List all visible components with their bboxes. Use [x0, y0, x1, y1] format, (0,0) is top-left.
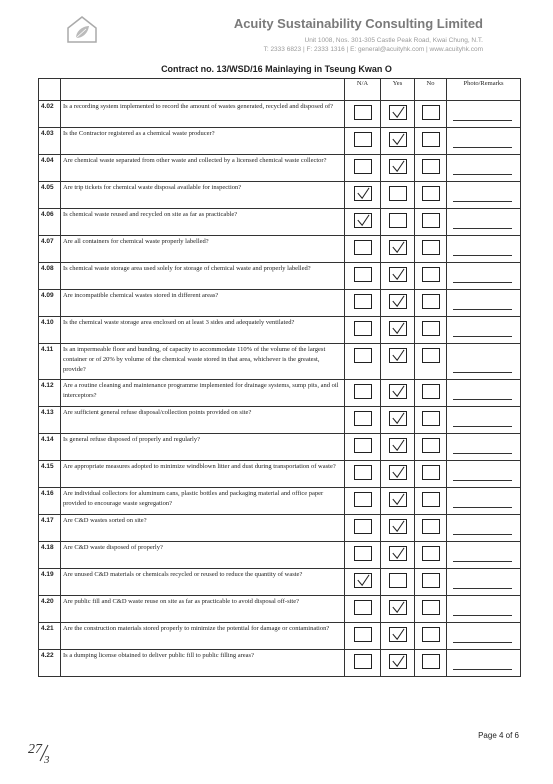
row-question: Is an impermeable floor and bunding, of capacity to accommodate 110% of the volume of the largest container or of 20% by volume of the chemical waste stored in that area, whichever is the greatest, provide?	[61, 344, 345, 380]
remarks-line[interactable]	[453, 588, 512, 589]
checkbox-na[interactable]	[354, 267, 372, 282]
checkbox-na[interactable]	[354, 519, 372, 534]
cell-na	[345, 209, 381, 236]
company-address	[264, 36, 483, 54]
cell-na	[345, 236, 381, 263]
cell-remarks	[447, 263, 521, 290]
cell-na	[345, 155, 381, 182]
remarks-line[interactable]	[453, 174, 512, 175]
remarks-line[interactable]	[453, 399, 512, 400]
checkbox-no[interactable]	[422, 321, 440, 336]
checkbox-na[interactable]	[354, 654, 372, 669]
cell-yes	[381, 650, 415, 677]
remarks-line[interactable]	[453, 480, 512, 481]
row-question: Are unused C&D materials or chemicals recycled or reused to reduce the quantity of waste?	[61, 569, 345, 596]
table-row	[39, 101, 521, 128]
cell-remarks	[447, 317, 521, 344]
row-number: 4.20	[39, 596, 61, 623]
check-mark-icon	[355, 187, 371, 200]
cell-yes	[381, 317, 415, 344]
cell-remarks	[447, 236, 521, 263]
checkbox-no[interactable]	[422, 294, 440, 309]
cell-na	[345, 623, 381, 650]
check-mark-icon	[390, 628, 406, 641]
cell-yes	[381, 101, 415, 128]
cell-remarks	[447, 344, 521, 380]
row-question: Are incompatible chemical wastes stored in different areas?	[61, 290, 345, 317]
checkbox-yes[interactable]	[389, 267, 407, 282]
row-number: 4.13	[39, 407, 61, 434]
cell-no	[415, 596, 447, 623]
cell-remarks	[447, 650, 521, 677]
cell-remarks	[447, 155, 521, 182]
checkbox-yes[interactable]	[389, 384, 407, 399]
cell-no	[415, 650, 447, 677]
checkbox-yes[interactable]	[389, 411, 407, 426]
row-question: Are sufficient general refuse disposal/collection points provided on site?	[61, 407, 345, 434]
checkbox-na[interactable]	[354, 132, 372, 147]
cell-no	[415, 623, 447, 650]
cell-remarks	[447, 515, 521, 542]
cell-na	[345, 128, 381, 155]
cell-remarks	[447, 407, 521, 434]
header-no: No	[415, 79, 447, 101]
cell-na	[345, 434, 381, 461]
cell-no	[415, 407, 447, 434]
row-number: 4.05	[39, 182, 61, 209]
check-mark-icon	[390, 601, 406, 614]
cell-no	[415, 317, 447, 344]
header-remarks: Photo/Remarks	[447, 79, 521, 101]
cell-remarks	[447, 380, 521, 407]
header-na: N/A	[345, 79, 381, 101]
check-mark-icon	[355, 574, 371, 587]
row-question: Is chemical waste storage area used solely for storage of chemical waste and properly labelled?	[61, 263, 345, 290]
row-question: Are public fill and C&D waste reuse on site as far as practicable to avoid disposal off-site?	[61, 596, 345, 623]
row-number: 4.10	[39, 317, 61, 344]
checkbox-yes[interactable]	[389, 294, 407, 309]
cell-yes	[381, 596, 415, 623]
table-row	[39, 488, 521, 515]
cell-remarks	[447, 596, 521, 623]
row-number: 4.11	[39, 344, 61, 380]
check-mark-icon	[390, 466, 406, 479]
checkbox-yes[interactable]	[389, 654, 407, 669]
row-number: 4.22	[39, 650, 61, 677]
cell-na	[345, 101, 381, 128]
row-number: 4.02	[39, 101, 61, 128]
check-mark-icon	[390, 268, 406, 281]
cell-no	[415, 488, 447, 515]
remarks-line[interactable]	[453, 309, 512, 310]
table-row	[39, 434, 521, 461]
cell-yes	[381, 488, 415, 515]
cell-yes	[381, 290, 415, 317]
cell-yes	[381, 155, 415, 182]
contact-line: T: 2333 6823 | F: 2333 1316 | E: general@acuityhk.com | www.acuityhk.com	[263, 46, 483, 53]
row-question: Are a routine cleaning and maintenance programme implemented for drainage systems, sump pits, and oil interceptors?	[61, 380, 345, 407]
remarks-line[interactable]	[453, 507, 512, 508]
cell-remarks	[447, 209, 521, 236]
company-name: Acuity Sustainability Consulting Limited	[233, 16, 483, 31]
cell-no	[415, 542, 447, 569]
checkbox-no[interactable]	[422, 240, 440, 255]
header-num	[39, 79, 61, 101]
checkbox-no[interactable]	[422, 465, 440, 480]
row-question: Is general refuse disposed of properly and regularly?	[61, 434, 345, 461]
cell-remarks	[447, 290, 521, 317]
row-number: 4.19	[39, 569, 61, 596]
checkbox-no[interactable]	[422, 627, 440, 642]
checkbox-na[interactable]	[354, 492, 372, 507]
checkbox-yes[interactable]	[389, 600, 407, 615]
checkbox-yes[interactable]	[389, 492, 407, 507]
checkbox-na[interactable]	[354, 348, 372, 363]
table-row	[39, 461, 521, 488]
checkbox-yes[interactable]	[389, 438, 407, 453]
checkbox-no[interactable]	[422, 132, 440, 147]
cell-na	[345, 290, 381, 317]
cell-yes	[381, 209, 415, 236]
checkbox-yes[interactable]	[389, 321, 407, 336]
row-question: Are the construction materials stored properly to minimize the potential for damage or contamination?	[61, 623, 345, 650]
cell-yes	[381, 128, 415, 155]
cell-yes	[381, 623, 415, 650]
row-number: 4.17	[39, 515, 61, 542]
cell-yes	[381, 182, 415, 209]
checkbox-na[interactable]	[354, 438, 372, 453]
table-row	[39, 407, 521, 434]
cell-no	[415, 569, 447, 596]
row-number: 4.12	[39, 380, 61, 407]
remarks-line[interactable]	[453, 336, 512, 337]
cell-na	[345, 182, 381, 209]
checkbox-no[interactable]	[422, 186, 440, 201]
checklist-table	[38, 78, 521, 677]
cell-no	[415, 236, 447, 263]
cell-yes	[381, 344, 415, 380]
cell-na	[345, 596, 381, 623]
checkbox-no[interactable]	[422, 654, 440, 669]
checkbox-na[interactable]	[354, 294, 372, 309]
header-yes: Yes	[381, 79, 415, 101]
cell-no	[415, 515, 447, 542]
cell-yes	[381, 407, 415, 434]
table-row	[39, 236, 521, 263]
cell-yes	[381, 263, 415, 290]
checkbox-na[interactable]	[354, 627, 372, 642]
check-mark-icon	[390, 106, 406, 119]
cell-remarks	[447, 101, 521, 128]
row-question: Is a recording system implemented to record the amount of wastes generated, recycled and disposed of?	[61, 101, 345, 128]
row-number: 4.07	[39, 236, 61, 263]
checklist-rows	[39, 101, 521, 677]
checkbox-na[interactable]	[354, 321, 372, 336]
remarks-line[interactable]	[453, 120, 512, 121]
table-row	[39, 344, 521, 380]
cell-na	[345, 542, 381, 569]
cell-no	[415, 182, 447, 209]
cell-na	[345, 263, 381, 290]
checkbox-no[interactable]	[422, 267, 440, 282]
remarks-line[interactable]	[453, 642, 512, 643]
check-mark-icon	[390, 547, 406, 560]
row-number: 4.18	[39, 542, 61, 569]
check-mark-icon	[390, 493, 406, 506]
checkbox-yes[interactable]	[389, 573, 407, 588]
table-row	[39, 182, 521, 209]
checkbox-yes[interactable]	[389, 519, 407, 534]
check-mark-icon	[390, 295, 406, 308]
table-row	[39, 596, 521, 623]
cell-no	[415, 155, 447, 182]
row-question: Are trip tickets for chemical waste disposal available for inspection?	[61, 182, 345, 209]
checkbox-yes[interactable]	[389, 348, 407, 363]
remarks-line[interactable]	[453, 534, 512, 535]
cell-na	[345, 407, 381, 434]
checkbox-no[interactable]	[422, 438, 440, 453]
cell-na	[345, 380, 381, 407]
checkbox-na[interactable]	[354, 186, 372, 201]
checkbox-na[interactable]	[354, 105, 372, 120]
table-row	[39, 569, 521, 596]
checkbox-na[interactable]	[354, 465, 372, 480]
checkbox-yes[interactable]	[389, 213, 407, 228]
remarks-line[interactable]	[453, 147, 512, 148]
checkbox-no[interactable]	[422, 213, 440, 228]
checkbox-no[interactable]	[422, 546, 440, 561]
checkbox-no[interactable]	[422, 573, 440, 588]
check-mark-icon	[390, 241, 406, 254]
checkbox-no[interactable]	[422, 384, 440, 399]
checkbox-yes[interactable]	[389, 465, 407, 480]
remarks-line[interactable]	[453, 453, 512, 454]
remarks-line[interactable]	[453, 282, 512, 283]
row-question: Are chemical waste separated from other waste and collected by a licensed chemical waste collector?	[61, 155, 345, 182]
checkbox-yes[interactable]	[389, 159, 407, 174]
cell-yes	[381, 434, 415, 461]
cell-no	[415, 263, 447, 290]
cell-na	[345, 650, 381, 677]
checkbox-yes[interactable]	[389, 546, 407, 561]
row-question: Are C&D wastes sorted on site?	[61, 515, 345, 542]
cell-remarks	[447, 182, 521, 209]
row-question: Are all containers for chemical waste properly labelled?	[61, 236, 345, 263]
cell-na	[345, 569, 381, 596]
page-number: Page 4 of 6	[478, 731, 519, 740]
cell-na	[345, 488, 381, 515]
table-row	[39, 650, 521, 677]
cell-no	[415, 434, 447, 461]
checkbox-yes[interactable]	[389, 627, 407, 642]
remarks-line[interactable]	[453, 426, 512, 427]
checkbox-na[interactable]	[354, 384, 372, 399]
checkbox-yes[interactable]	[389, 240, 407, 255]
cell-yes	[381, 515, 415, 542]
handwritten-number-bottom: 3	[44, 754, 50, 766]
row-question: Is the chemical waste storage area enclosed on at least 3 sides and adequately ventilated?	[61, 317, 345, 344]
cell-no	[415, 461, 447, 488]
check-mark-icon	[355, 214, 371, 227]
table-row	[39, 155, 521, 182]
row-number: 4.06	[39, 209, 61, 236]
checkbox-na[interactable]	[354, 240, 372, 255]
remarks-line[interactable]	[453, 228, 512, 229]
check-mark-icon	[390, 349, 406, 362]
cell-remarks	[447, 569, 521, 596]
cell-na	[345, 317, 381, 344]
table-row	[39, 290, 521, 317]
check-mark-icon	[390, 385, 406, 398]
checkbox-na[interactable]	[354, 600, 372, 615]
remarks-line[interactable]	[453, 669, 512, 670]
checkbox-no[interactable]	[422, 348, 440, 363]
cell-no	[415, 290, 447, 317]
table-row	[39, 128, 521, 155]
cell-na	[345, 515, 381, 542]
row-question: Are individual collectors for aluminum cans, plastic bottles and packaging material and office paper provided to encourage waste segregation?	[61, 488, 345, 515]
remarks-line[interactable]	[453, 255, 512, 256]
checkbox-na[interactable]	[354, 213, 372, 228]
remarks-line[interactable]	[453, 372, 512, 373]
cell-yes	[381, 236, 415, 263]
row-number: 4.04	[39, 155, 61, 182]
table-row	[39, 209, 521, 236]
cell-remarks	[447, 488, 521, 515]
row-question: Are C&D waste disposed of properly?	[61, 542, 345, 569]
checkbox-no[interactable]	[422, 600, 440, 615]
table-row	[39, 317, 521, 344]
cell-remarks	[447, 542, 521, 569]
check-mark-icon	[390, 133, 406, 146]
row-number: 4.03	[39, 128, 61, 155]
checkbox-no[interactable]	[422, 159, 440, 174]
table-row	[39, 623, 521, 650]
row-question: Is a dumping license obtained to deliver public fill to public filling areas?	[61, 650, 345, 677]
cell-na	[345, 461, 381, 488]
table-row	[39, 263, 521, 290]
row-question: Are appropriate measures adopted to minimize windblown litter and dust during transportation of waste?	[61, 461, 345, 488]
cell-yes	[381, 461, 415, 488]
checkbox-yes[interactable]	[389, 132, 407, 147]
row-number: 4.09	[39, 290, 61, 317]
remarks-line[interactable]	[453, 201, 512, 202]
row-number: 4.08	[39, 263, 61, 290]
cell-remarks	[447, 128, 521, 155]
check-mark-icon	[390, 412, 406, 425]
checkbox-no[interactable]	[422, 411, 440, 426]
cell-yes	[381, 569, 415, 596]
checkbox-na[interactable]	[354, 573, 372, 588]
check-mark-icon	[390, 520, 406, 533]
address-line: Unit 1008, Nos. 301-305 Castle Peak Road, Kwai Chung, N.T.	[304, 37, 483, 44]
cell-no	[415, 209, 447, 236]
contract-title: Contract no. 13/WSD/16 Mainlaying in Tseung Kwan O	[161, 64, 392, 74]
checkbox-no[interactable]	[422, 519, 440, 534]
table-row	[39, 542, 521, 569]
cell-remarks	[447, 461, 521, 488]
cell-no	[415, 344, 447, 380]
remarks-line[interactable]	[453, 561, 512, 562]
table-row	[39, 515, 521, 542]
check-mark-icon	[390, 439, 406, 452]
header-question	[61, 79, 345, 101]
row-question: Is the Contractor registered as a chemical waste producer?	[61, 128, 345, 155]
cell-na	[345, 344, 381, 380]
table-row	[39, 380, 521, 407]
row-number: 4.15	[39, 461, 61, 488]
checkbox-no[interactable]	[422, 492, 440, 507]
row-number: 4.21	[39, 623, 61, 650]
row-number: 4.16	[39, 488, 61, 515]
check-mark-icon	[390, 322, 406, 335]
checkbox-no[interactable]	[422, 105, 440, 120]
cell-remarks	[447, 623, 521, 650]
checkbox-na[interactable]	[354, 159, 372, 174]
checkbox-yes[interactable]	[389, 186, 407, 201]
cell-remarks	[447, 434, 521, 461]
cell-yes	[381, 542, 415, 569]
cell-no	[415, 101, 447, 128]
cell-no	[415, 380, 447, 407]
cell-yes	[381, 380, 415, 407]
table-header-row	[39, 79, 521, 101]
remarks-line[interactable]	[453, 615, 512, 616]
row-question: Is chemical waste reused and recycled on site as far as practicable?	[61, 209, 345, 236]
checkbox-na[interactable]	[354, 411, 372, 426]
check-mark-icon	[390, 160, 406, 173]
checkbox-yes[interactable]	[389, 105, 407, 120]
check-mark-icon	[390, 655, 406, 668]
cell-no	[415, 128, 447, 155]
row-number: 4.14	[39, 434, 61, 461]
checkbox-na[interactable]	[354, 546, 372, 561]
handwritten-number-top: 27	[28, 742, 42, 757]
